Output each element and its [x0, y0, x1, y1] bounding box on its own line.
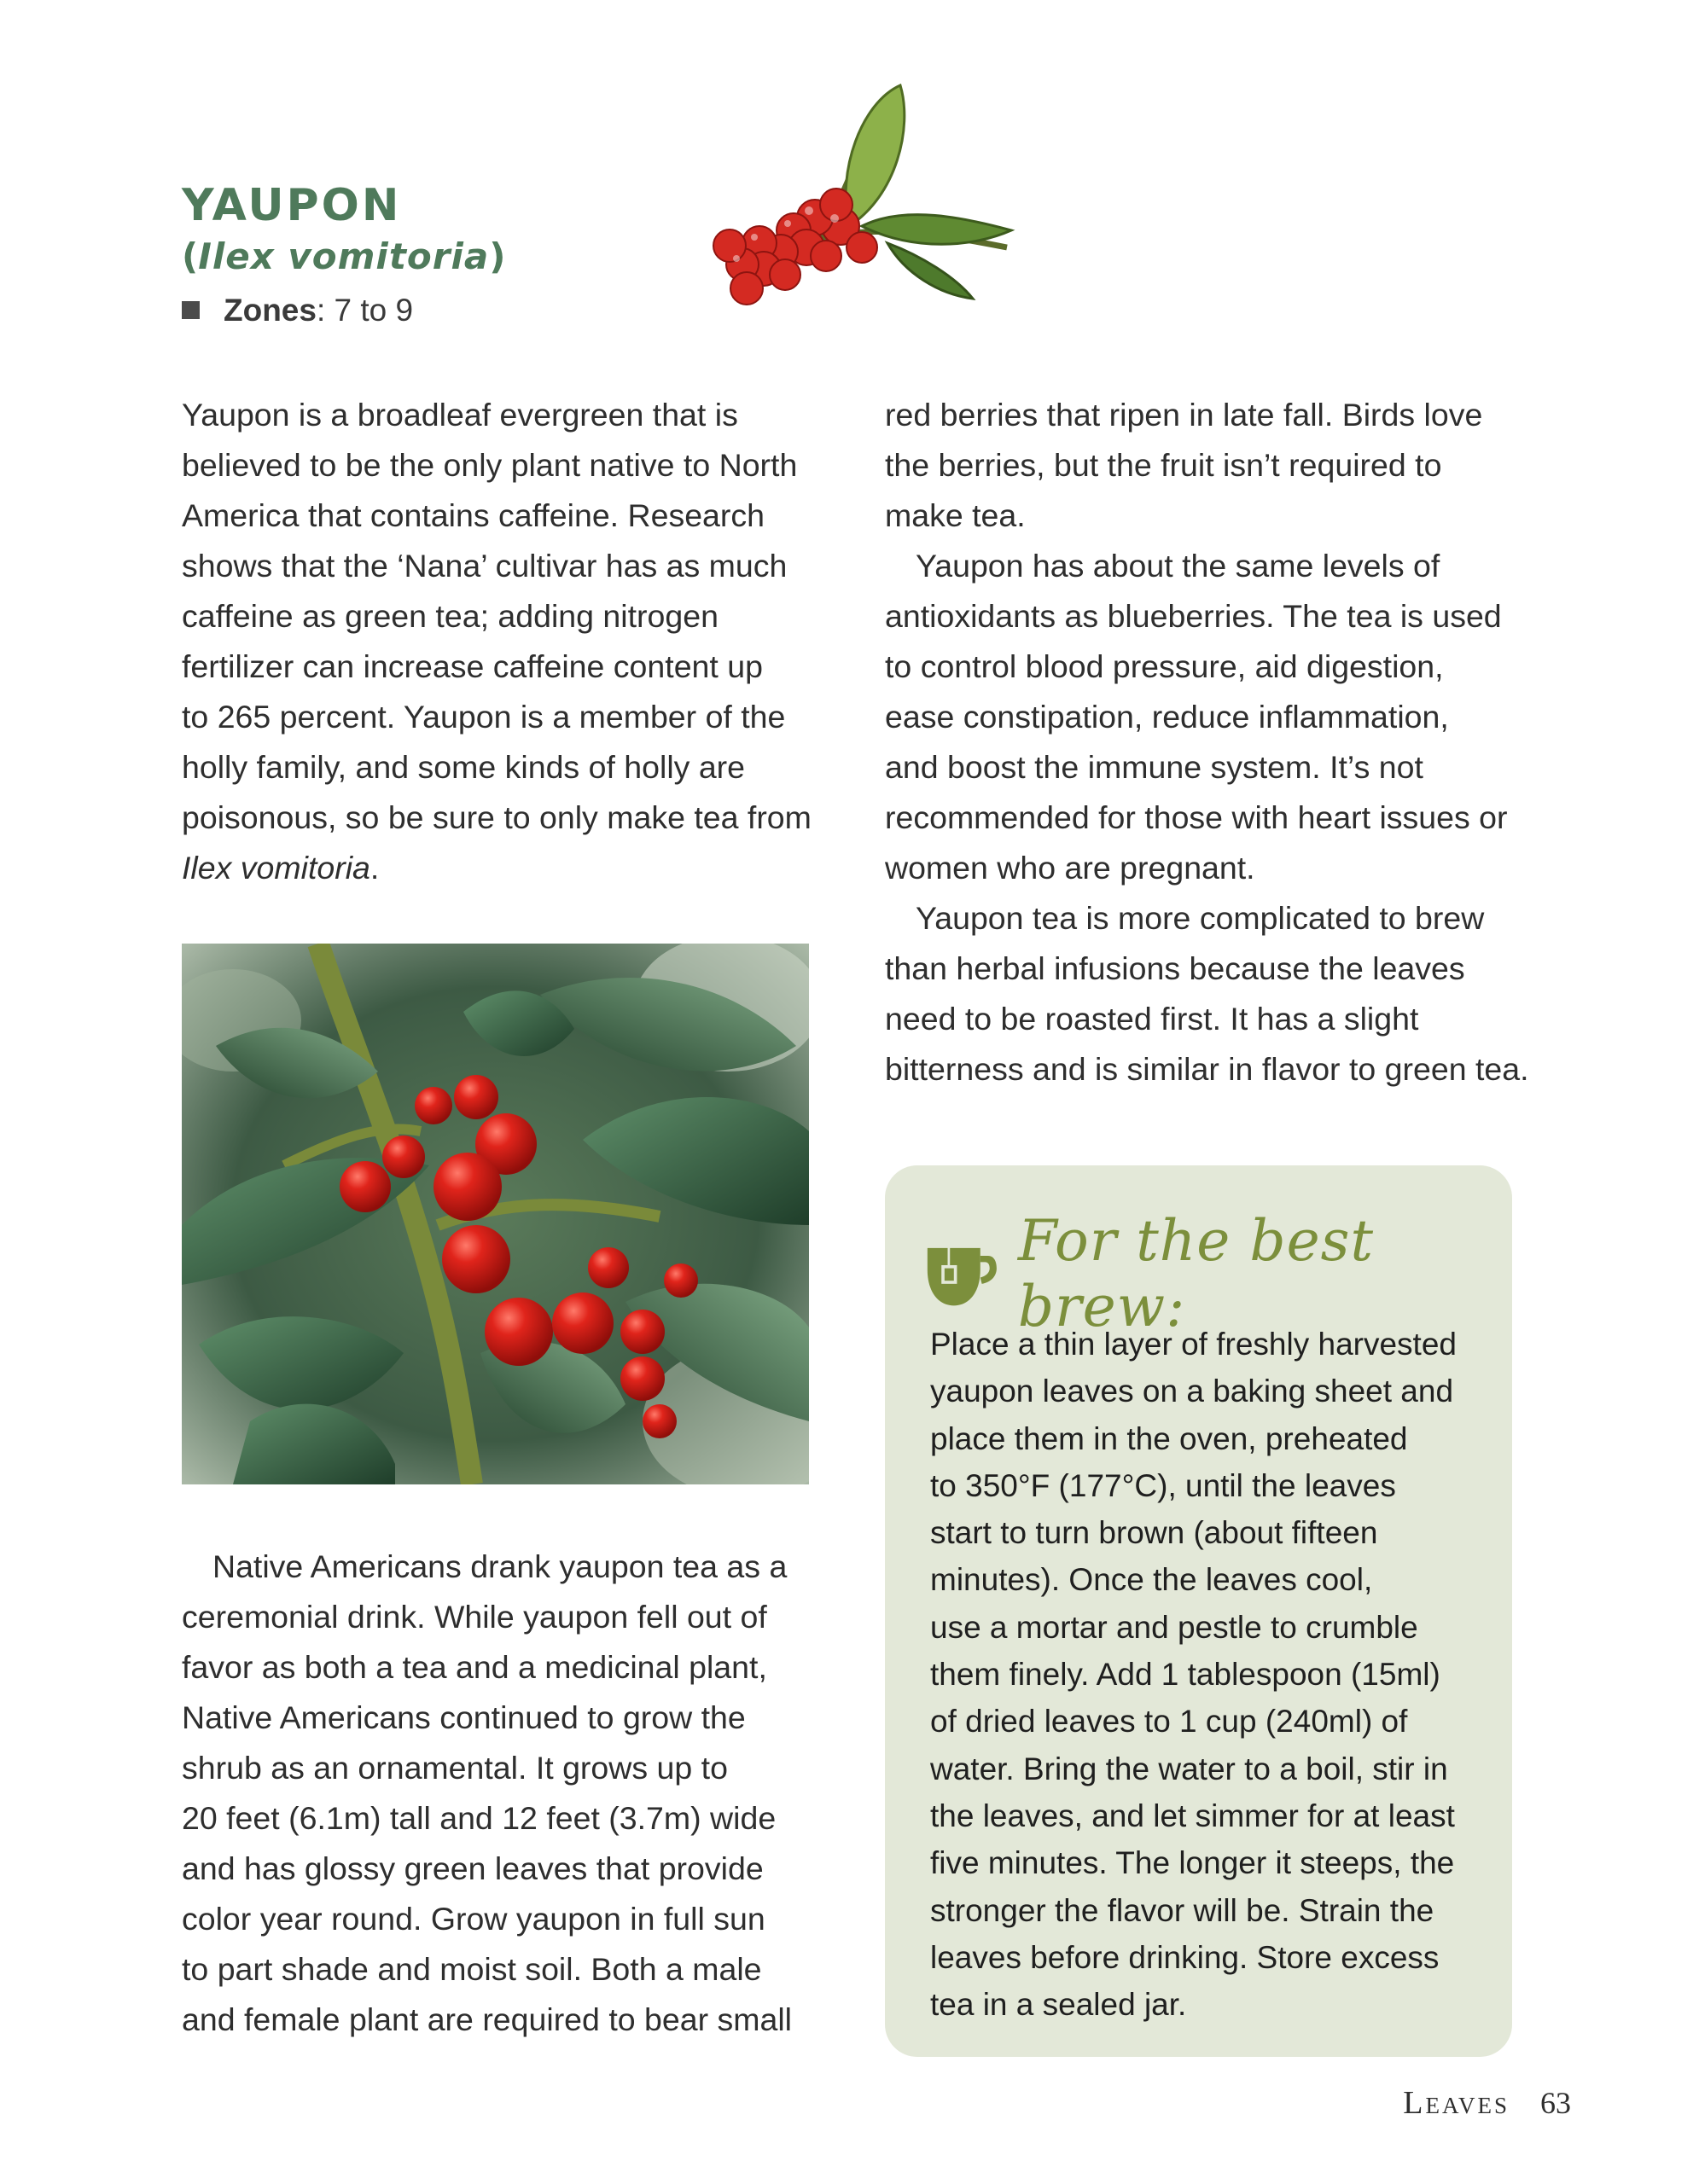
text-line: make tea. [885, 497, 1026, 533]
text-line: to 265 percent. Yaupon is a member of the [182, 699, 786, 735]
text-line: Native Americans continued to grow the [182, 1699, 746, 1735]
tip-line: to 350°F (177°C), until the leaves [930, 1467, 1396, 1503]
latin-open-paren: ( [182, 235, 199, 277]
tip-line: use a mortar and pestle to crumble [930, 1609, 1418, 1645]
text-line: recommended for those with heart issues or [885, 799, 1508, 835]
zones-label: Zones [224, 293, 317, 328]
page-footer [1403, 2084, 1571, 2122]
tip-line: minutes). Once the leaves cool, [930, 1562, 1373, 1598]
text-line: antioxidants as blueberries. The tea is used [885, 598, 1502, 634]
section-name: Leaves [1403, 2085, 1510, 2121]
latin-close-paren: ) [489, 235, 506, 277]
zones-line [182, 294, 413, 326]
tip-line: leaves before drinking. Store excess [930, 1939, 1440, 1975]
holly-berries-photo [182, 944, 809, 1484]
text-line: and boost the immune system. It’s not [885, 749, 1423, 785]
tip-line: of dried leaves to 1 cup (240ml) of [930, 1704, 1408, 1740]
right-column-text [885, 390, 1533, 1095]
text-line: Yaupon has about the same levels of [916, 548, 1440, 584]
text-line: ease constipation, reduce inflammation, [885, 699, 1449, 735]
text-line: Yaupon is a broadleaf evergreen that is [182, 397, 738, 433]
tip-instructions [930, 1321, 1493, 2028]
bullet-square-icon [182, 301, 200, 319]
tip-line: yaupon leaves on a baking sheet and [930, 1374, 1454, 1409]
intro-paragraph [182, 390, 830, 893]
text-line: 20 feet (6.1m) tall and 12 feet (3.7m) wide [182, 1800, 777, 1836]
italic-latin-name: Ilex vomitoria [182, 850, 370, 886]
text-line: fertilizer can increase caffeine content up [182, 648, 763, 684]
yaupon-sprig-illustration [666, 77, 1033, 333]
text-line: and has glossy green leaves that provide [182, 1850, 764, 1886]
latin-name [182, 237, 505, 276]
tip-line: Place a thin layer of freshly harvested [930, 1327, 1457, 1362]
text-line: Yaupon tea is more complicated to brew [916, 900, 1485, 936]
tip-line: stronger the flavor will be. Strain the [930, 1892, 1434, 1928]
text-line: women who are pregnant. [885, 850, 1255, 886]
text-line: to control blood pressure, aid digestion, [885, 648, 1444, 684]
text-line: color year round. Grow yaupon in full sun [182, 1901, 765, 1937]
text-line: poisonous, so be sure to only make tea from [182, 799, 812, 835]
text-line: need to be roasted first. It has a slight [885, 1001, 1419, 1037]
text-line: caffeine as green tea; adding nitrogen [182, 598, 719, 634]
text-line: favor as both a tea and a medicinal plant, [182, 1649, 767, 1685]
tip-line: water. Bring the water to a boil, stir in [930, 1751, 1448, 1786]
tip-title: For the best brew: [1017, 1208, 1375, 1339]
plant-title: YAUPON [182, 180, 402, 231]
text-line: ceremonial drink. While yaupon fell out of [182, 1599, 767, 1635]
text-line: the berries, but the fruit isn’t required to [885, 447, 1442, 483]
tip-line: them finely. Add 1 tablespoon (15ml) [930, 1657, 1440, 1693]
text-line: believed to be the only plant native to North [182, 447, 798, 483]
text-line: red berries that ripen in late fall. Birds love [885, 397, 1483, 433]
text-line: holly family, and some kinds of holly are [182, 749, 746, 785]
text-line: bitterness and is similar in flavor to green tea. [885, 1051, 1529, 1087]
tip-line: start to turn brown (about fifteen [930, 1515, 1378, 1551]
zones-value: : 7 to 9 [316, 293, 414, 328]
text-line: to part shade and moist soil. Both a male [182, 1951, 762, 1987]
best-brew-tip-box [885, 1165, 1512, 2057]
text-line: America that contains caffeine. Research [182, 497, 765, 533]
tip-line: five minutes. The longer it steeps, the [930, 1845, 1455, 1881]
text-line: and female plant are required to bear small [182, 2001, 792, 2037]
teacup-icon [926, 1235, 998, 1312]
tip-line: place them in the oven, preheated [930, 1420, 1408, 1456]
tip-line: tea in a sealed jar. [930, 1987, 1187, 2023]
tip-header [926, 1208, 1512, 1339]
page-number: 63 [1540, 2086, 1571, 2120]
text-line: shows that the ‘Nana’ cultivar has as much [182, 548, 788, 584]
text-line: than herbal infusions because the leaves [885, 950, 1465, 986]
text-line [182, 843, 830, 893]
history-paragraph [182, 1542, 830, 2045]
text-line: shrub as an ornamental. It grows up to [182, 1750, 728, 1786]
text-line: Native Americans drank yaupon tea as a [212, 1548, 788, 1584]
period: . [369, 850, 380, 886]
tip-line: the leaves, and let simmer for at least [930, 1798, 1455, 1833]
latin-name-text: Ilex vomitoria [198, 235, 490, 277]
